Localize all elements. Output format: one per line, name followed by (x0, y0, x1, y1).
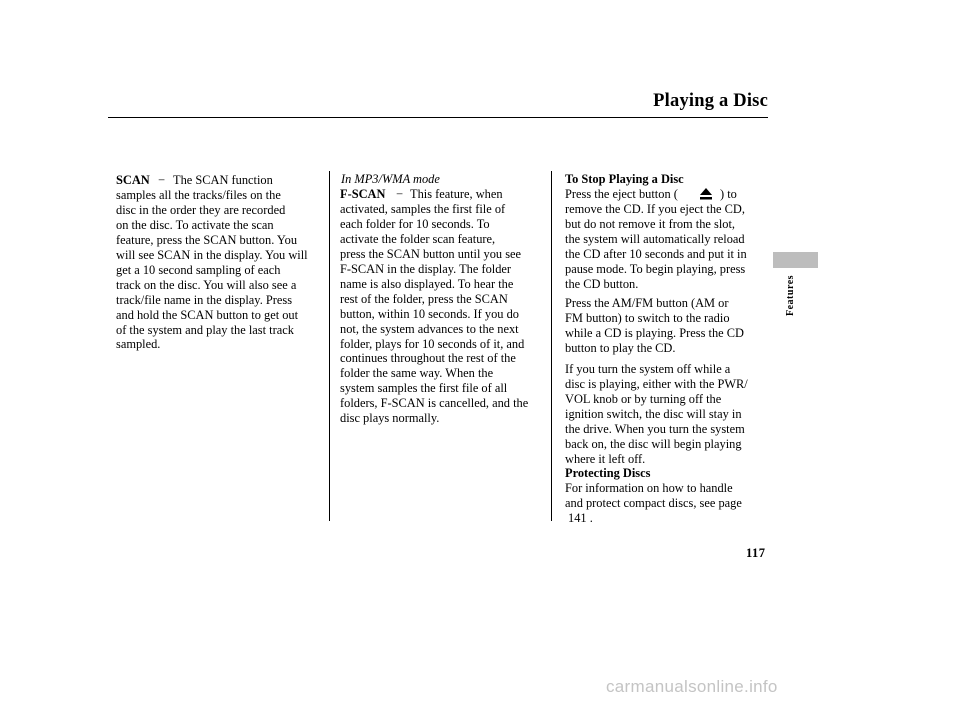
stop-heading: To Stop Playing a Disc (565, 172, 684, 186)
eject-line-end: ) to (720, 187, 737, 201)
stop-text-3: If you turn the system off while a disc is playing, either with the PWR/ VOL knob or by turning off the ignition switch, the disc will stay in the drive. When you turn the system back on, the disc will begin playing where it left off. (565, 362, 748, 466)
fscan-heading: F-SCAN (340, 187, 386, 201)
stop-text-2: Press the AM/FM button (AM or FM button) to switch to the radio while a CD is playing. Press the CD button to play the CD. (565, 296, 744, 355)
protect-page-ref-line (568, 511, 593, 526)
page-title: Playing a Disc (653, 91, 768, 111)
fscan-text: This feature, when activated, samples the first file of each folder for 10 seconds. To activate the folder scan feature, press the SCAN button until you see F-SCAN in the display. The folder name is also displayed. To hear the rest of the folder, press the SCAN button, within 10 seconds. If you do not, the system advances to the next folder, plays for 10 seconds of it, and continues throughout the rest of the folder the same way. When the system samples the first file of all folders, F-SCAN is cancelled, and the disc plays normally. (340, 187, 529, 426)
title-rule (108, 117, 768, 118)
scan-heading: SCAN (116, 173, 150, 187)
column-divider-left (329, 171, 330, 521)
fscan-dash: − (396, 187, 403, 201)
watermark: carmanualsonline.info (606, 677, 778, 696)
eject-line-start: Press the eject button ( (565, 187, 678, 201)
eject-icon (699, 188, 713, 200)
page-ref-link[interactable]: 141 (568, 511, 587, 525)
protect-heading: Protecting Discs (565, 466, 651, 480)
section-tab-marker (773, 252, 818, 268)
protect-text: For information on how to handle and protect compact discs, see page (565, 481, 742, 510)
page-ref-end: . (589, 511, 593, 525)
scan-text: The SCAN function samples all the tracks/files on the disc in the order they are recorded on the disc. To activate the scan feature, press the SCAN button. You will see SCAN in the display. You will get a 10 second sampling of each track on the disc. You will also see a track/file name in the display. Press and hold the SCAN button to get out of the system and play the last track sampled. (116, 173, 308, 352)
mode-note: In MP3/WMA mode (341, 172, 440, 186)
fscan-section (340, 187, 552, 426)
section-side-label: Features (785, 274, 796, 316)
scan-section (116, 173, 328, 352)
scan-dash: − (158, 173, 165, 187)
stop-text-1: remove the CD. If you eject the CD, but do not remove it from the slot, the system will automatically reload the CD after 10 seconds and put it in pause mode. To begin playing, press the CD button. (565, 202, 747, 291)
page-number: 117 (746, 546, 766, 560)
